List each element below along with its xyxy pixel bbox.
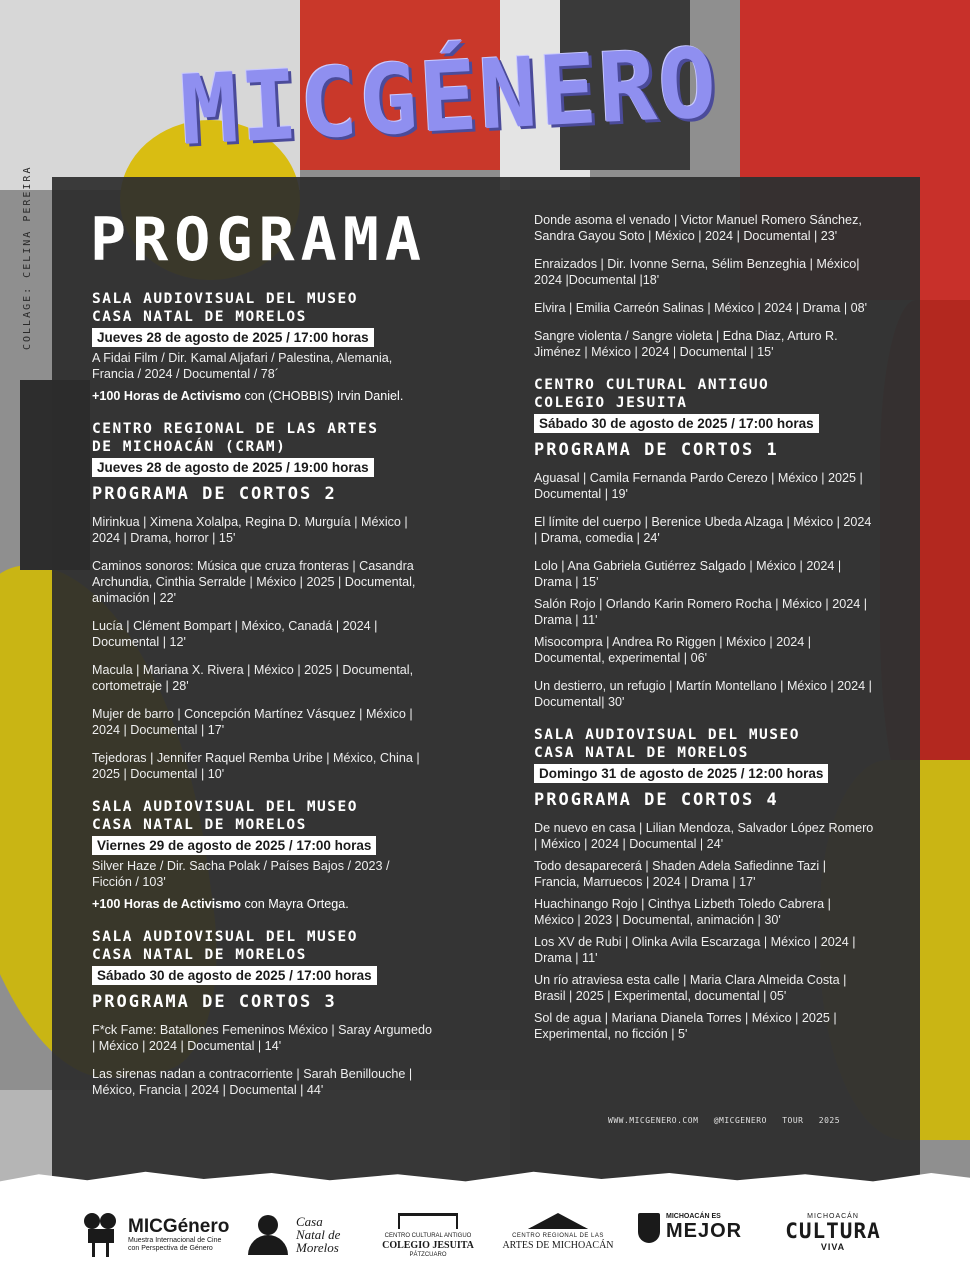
screening-section-continued (534, 212, 874, 360)
festival-title: MICGÉNERO (177, 26, 721, 167)
shorts-program-title: PROGRAMA DE CORTOS 3 (92, 992, 337, 1012)
film-entry: Aguasal | Camila Fernanda Pardo Cerezo | México | 2025 | Documental | 19' (534, 471, 863, 501)
shorts-program-title: PROGRAMA DE CORTOS 1 (534, 440, 779, 460)
morelos-bust-icon (246, 1213, 290, 1255)
film-entry: Un río atraviesa esta calle | Maria Clara Almeida Costa | Brasil | 2025 | Experimental, documental | 05' (534, 973, 847, 1003)
film-entry: El límite del cuerpo | Berenice Ubeda Alzaga | México | 2024 | Drama, comedia | 24' (534, 515, 872, 545)
film-entry: Enraizados | Dir. Ivonne Serna, Sélim Benzeghia | México| 2024 |Documental |18' (534, 257, 860, 287)
building-icon (398, 1213, 458, 1229)
venue-name: CENTRO CULTURAL ANTIGUO COLEGIO JESUITA (534, 377, 770, 411)
venue-name: CENTRO REGIONAL DE LAS ARTES DE MICHOACÁN (CRAM) (92, 421, 379, 455)
film-entry: Huachinango Rojo | Cinthya Lizbeth Toledo Cabrera | México | 2023 | Documental, animación | 30' (534, 897, 831, 927)
film-entry: Salón Rojo | Orlando Karin Romero Rocha | México | 2024 | Drama | 11' (534, 597, 867, 627)
social-handle: @MICGENERO (713, 1116, 767, 1125)
screening-section (92, 928, 432, 1098)
date-badge: Jueves 28 de agosto de 2025 / 19:00 horas (92, 458, 374, 477)
film-entry: Elvira | Emilia Carreón Salinas | México | 2024 | Drama | 08' (534, 301, 868, 315)
roof-icon (528, 1213, 588, 1229)
shorts-program-title: PROGRAMA DE CORTOS 2 (92, 484, 337, 504)
film-entry: Lolo | Ana Gabriela Gutiérrez Salgado | México | 2024 | Drama | 15' (534, 559, 842, 589)
venue-name: SALA AUDIOVISUAL DEL MUSEO CASA NATAL DE MORELOS (534, 727, 800, 761)
casa-natal-logo: Casa Natal de Morelos (246, 1213, 340, 1255)
date-badge: Viernes 29 de agosto de 2025 / 17:00 horas (92, 836, 376, 855)
film-camera-icon (84, 1213, 122, 1257)
micgenero-logo: MICGénero Muestra Internacional de Cine con Perspectiva de Género (84, 1213, 229, 1257)
film-entry: Sol de agua | Mariana Dianela Torres | México | 2025 | Experimental, no ficción | 5' (534, 1011, 837, 1041)
left-column (92, 290, 432, 1114)
collage-credit: COLLAGE: CELINA PEREIRA (22, 165, 33, 350)
colegio-jesuita-logo: CENTRO CULTURAL ANTIGUO COLEGIO JESUITA PÁTZCUARO (380, 1213, 476, 1259)
film-entry: Todo desaparecerá | Shaden Adela Safiedinne Tazi | Francia, Marruecos | 2024 | Drama | 17' (534, 859, 826, 889)
shorts-program-title: PROGRAMA DE CORTOS 4 (534, 790, 779, 810)
screening-section (92, 420, 432, 782)
film-entry: Lucía | Clément Bompart | México, Canadá | 2024 | Documental | 12' (92, 619, 378, 649)
screening-section (92, 798, 432, 912)
film-entry: F*ck Fame: Batallones Femeninos México | Saray Argumedo | México | 2024 | Documental | 14' (92, 1023, 432, 1053)
cultura-viva-logo: MICHOACÁN CULTURA VIVA (785, 1213, 881, 1252)
film-entry: Caminos sonoros: Música que cruza fronteras | Casandra Archundia, Cinthia Serralde | México | 2025 | Documental, animación | 22' (92, 559, 416, 605)
activism-note: +100 Horas de Activismo con Mayra Ortega. (92, 897, 349, 911)
film-entry: Un destierro, un refugio | Martín Montellano | México | 2024 | Documental| 30' (534, 679, 872, 709)
film-entry: Los XV de Rubi | Olinka Avila Escarzaga | México | 2024 | Drama | 11' (534, 935, 856, 965)
date-badge: Sábado 30 de agosto de 2025 / 17:00 horas (534, 414, 819, 433)
cram-logo: CENTRO REGIONAL DE LAS ARTES DE MICHOACÁN (498, 1213, 618, 1252)
film-entry: De nuevo en casa | Lilian Mendoza, Salvador López Romero | México | 2024 | Documental | 24' (534, 821, 874, 851)
date-badge: Domingo 31 de agosto de 2025 / 12:00 horas (534, 764, 828, 783)
film-entry: Mujer de barro | Concepción Martínez Vásquez | México | 2024 | Documental | 17' (92, 707, 413, 737)
screening-section (534, 376, 874, 710)
film-entry: Las sirenas nadan a contracorriente | Sarah Benillouche | México, Francia | 2024 | Documental | 44' (92, 1067, 413, 1097)
sponsor-logo-strip (0, 1185, 970, 1280)
state-shield-icon (638, 1213, 660, 1243)
venue-name: SALA AUDIOVISUAL DEL MUSEO CASA NATAL DE MORELOS (92, 799, 358, 833)
activism-note: +100 Horas de Activismo con (CHOBBIS) Irvin Daniel. (92, 389, 404, 403)
screening-section (92, 290, 432, 404)
website-link[interactable]: WWW.MICGENERO.COM (608, 1116, 699, 1125)
footer-links (608, 1116, 840, 1125)
film-entry: Silver Haze / Dir. Sacha Polak / Países Bajos / 2023 / Ficción / 103' (92, 859, 390, 889)
venue-name: SALA AUDIOVISUAL DEL MUSEO CASA NATAL DE MORELOS (92, 291, 358, 325)
film-entry: A Fidai Film / Dir. Kamal Aljafari / Palestina, Alemania, Francia / 2024 / Documental / 78´ (92, 351, 393, 381)
date-badge: Sábado 30 de agosto de 2025 / 17:00 horas (92, 966, 377, 985)
venue-name: SALA AUDIOVISUAL DEL MUSEO CASA NATAL DE MORELOS (92, 929, 358, 963)
tour-label: TOUR 2025 (782, 1116, 841, 1125)
page-title: PROGRAMA (90, 205, 427, 275)
right-column (534, 212, 874, 1058)
film-entry: Misocompra | Andrea Ro Riggen | México | 2024 | Documental, experimental | 06' (534, 635, 811, 665)
michoacan-mejor-logo: MICHOACÁN ES MEJOR (638, 1213, 742, 1243)
film-entry: Tejedoras | Jennifer Raquel Remba Uribe | México, China | 2025 | Documental | 10' (92, 751, 420, 781)
date-badge: Jueves 28 de agosto de 2025 / 17:00 horas (92, 328, 374, 347)
film-entry: Mirinkua | Ximena Xolalpa, Regina D. Murguía | México | 2024 | Drama, horror | 15' (92, 515, 408, 545)
film-entry: Sangre violenta / Sangre violeta | Edna Diaz, Arturo R. Jiménez | México | 2024 | Documental | 15' (534, 329, 838, 359)
film-entry: Donde asoma el venado | Victor Manuel Romero Sánchez, Sandra Gayou Soto | México | 2024 | Documental | 23' (534, 213, 862, 243)
screening-section (534, 726, 874, 1042)
film-entry: Macula | Mariana X. Rivera | México | 2025 | Documental, cortometraje | 28' (92, 663, 414, 693)
